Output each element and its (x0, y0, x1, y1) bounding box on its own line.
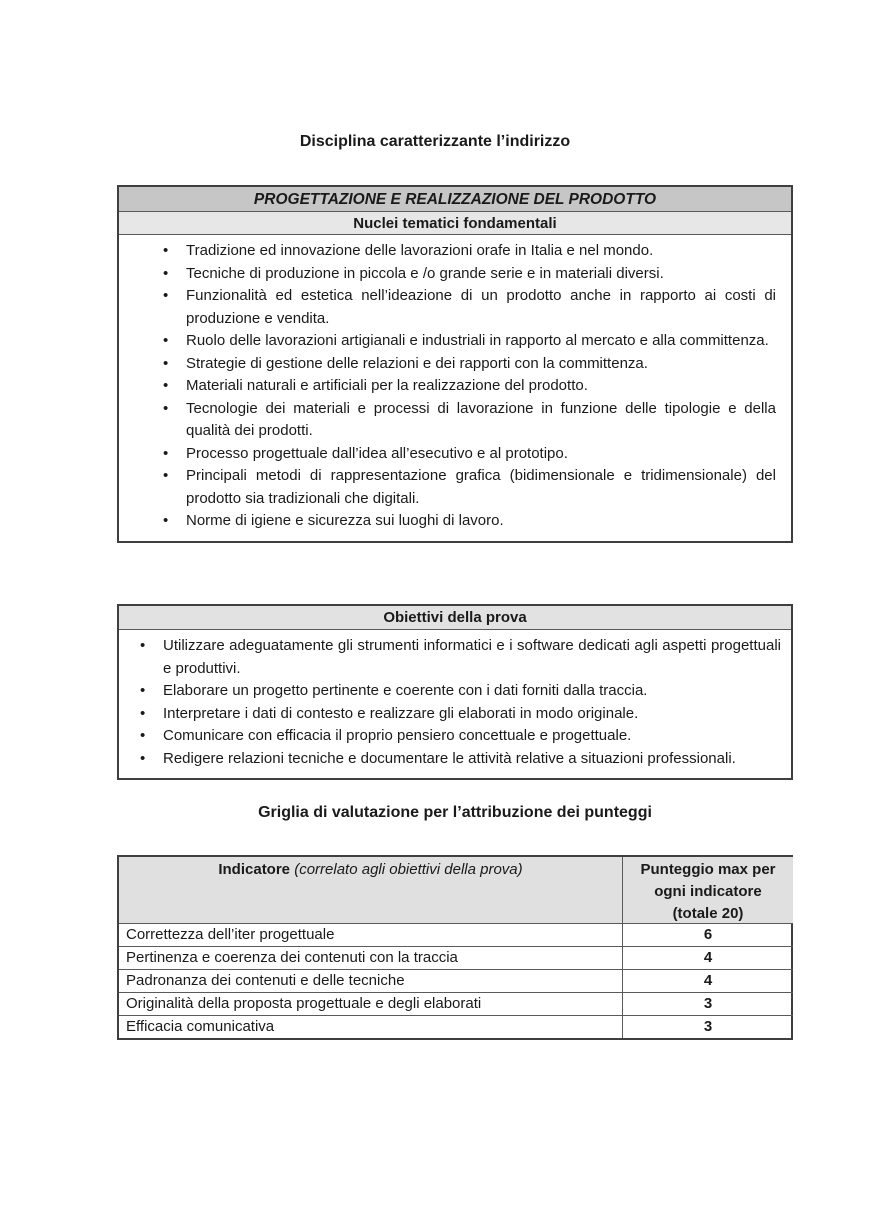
list-item-text: Interpretare i dati di contesto e realizzare gli elaborati in modo originale. (163, 704, 639, 722)
list-item (119, 240, 791, 263)
obiettivi-table-title: Obiettivi della prova (119, 606, 791, 630)
grid-row-label: Padronanza dei contenuti e delle tecniche (119, 969, 623, 992)
page-title: Disciplina caratterizzante l’indirizzo (299, 133, 571, 150)
grid-row-score: 4 (623, 946, 793, 969)
nuclei-table-title: PROGETTAZIONE E REALIZZAZIONE DEL PRODOTTO (119, 187, 791, 212)
list-item (119, 703, 791, 726)
grid-row-score: 6 (623, 923, 793, 946)
list-item-text: Materiali naturali e artificiali per la realizzazione del prodotto. (186, 377, 588, 394)
list-item (119, 353, 791, 376)
bullet-icon: • (140, 727, 146, 744)
grid-row-label: Correttezza dell’iter progettuale (119, 923, 623, 946)
list-item-text: Tradizione ed innovazione delle lavorazioni orafe in Italia e nel mondo. (186, 242, 654, 259)
list-item-text: Norme di igiene e sicurezza sui luoghi di lavoro. (186, 512, 504, 529)
obiettivi-bullet-list (119, 630, 791, 778)
list-item (119, 330, 791, 353)
grid-row-score: 3 (623, 1015, 793, 1038)
bullet-icon: • (163, 332, 169, 349)
bullet-icon: • (140, 749, 146, 767)
list-item (119, 725, 791, 748)
bullet-icon: • (140, 682, 146, 699)
valutazione-grid-table (117, 855, 793, 1040)
list-item-text: Elaborare un progetto pertinente e coerente con i dati forniti dalla traccia. (163, 682, 648, 699)
grid-row-label: Efficacia comunicativa (119, 1015, 623, 1038)
list-item-text: Utilizzare adeguatamente gli strumenti informatici e i software dedicati agli aspetti progettuali e produttivi. (163, 637, 781, 677)
bullet-icon: • (140, 637, 146, 654)
list-item (119, 680, 791, 703)
list-item-text: Principali metodi di rappresentazione grafica (bidimensionale e tridimensionale) del prodotto sia tradizionali che digitali. (186, 467, 776, 507)
list-item (119, 465, 791, 510)
indicator-label: Indicatore (218, 861, 291, 878)
list-item-text: Tecniche di produzione in piccola e /o grande serie e in materiali diversi. (186, 264, 664, 282)
bullet-icon: • (163, 354, 169, 372)
list-item-text: Funzionalità ed estetica nell’ideazione di un prodotto anche in rapporto ai costi di produzione e vendita. (186, 287, 776, 327)
list-item-text: Strategie di gestione delle relazioni e dei rapporti con la committenza. (186, 354, 648, 372)
bullet-icon: • (163, 399, 169, 417)
grid-header-indicator (119, 857, 623, 923)
list-item (119, 375, 791, 398)
list-item (119, 635, 791, 680)
bullet-icon: • (163, 264, 169, 282)
grid-row-score: 4 (623, 969, 793, 992)
bullet-icon: • (163, 512, 169, 529)
bullet-icon: • (163, 287, 169, 304)
list-item (119, 398, 791, 443)
list-item (119, 285, 791, 330)
obiettivi-prova-table (117, 604, 793, 780)
list-item-text: Redigere relazioni tecniche e documentare le attività relative a situazioni professionali. (163, 749, 736, 767)
bullet-icon: • (163, 467, 169, 484)
grid-heading: Griglia di valutazione per l’attribuzione dei punteggi (258, 804, 652, 821)
bullet-icon: • (163, 377, 169, 394)
nuclei-bullet-list (119, 235, 791, 541)
bullet-icon: • (140, 704, 146, 722)
bullet-icon: • (163, 242, 169, 259)
list-item-text: Comunicare con efficacia il proprio pensiero concettuale e progettuale. (163, 727, 632, 744)
nuclei-tematici-table (117, 185, 793, 543)
list-item (119, 510, 791, 533)
list-item-text: Tecnologie dei materiali e processi di lavorazione in funzione delle tipologie e della qualità dei prodotti. (186, 399, 776, 439)
list-item-text: Ruolo delle lavorazioni artigianali e industriali in rapporto al mercato e alla committenza. (186, 332, 769, 349)
grid-header-score: Punteggio max per ogni indicatore (totale 20) (623, 857, 793, 923)
grid-row-label: Pertinenza e coerenza dei contenuti con la traccia (119, 946, 623, 969)
indicator-note: (correlato agli obiettivi della prova) (294, 861, 523, 878)
list-item-text: Processo progettuale dall’idea all’esecutivo e al prototipo. (186, 444, 568, 462)
nuclei-table-subtitle: Nuclei tematici fondamentali (119, 212, 791, 235)
list-item (119, 263, 791, 286)
list-item (119, 748, 791, 771)
grid-row-score: 3 (623, 992, 793, 1015)
bullet-icon: • (163, 444, 169, 462)
grid-row-label: Originalità della proposta progettuale e degli elaborati (119, 992, 623, 1015)
list-item (119, 443, 791, 466)
